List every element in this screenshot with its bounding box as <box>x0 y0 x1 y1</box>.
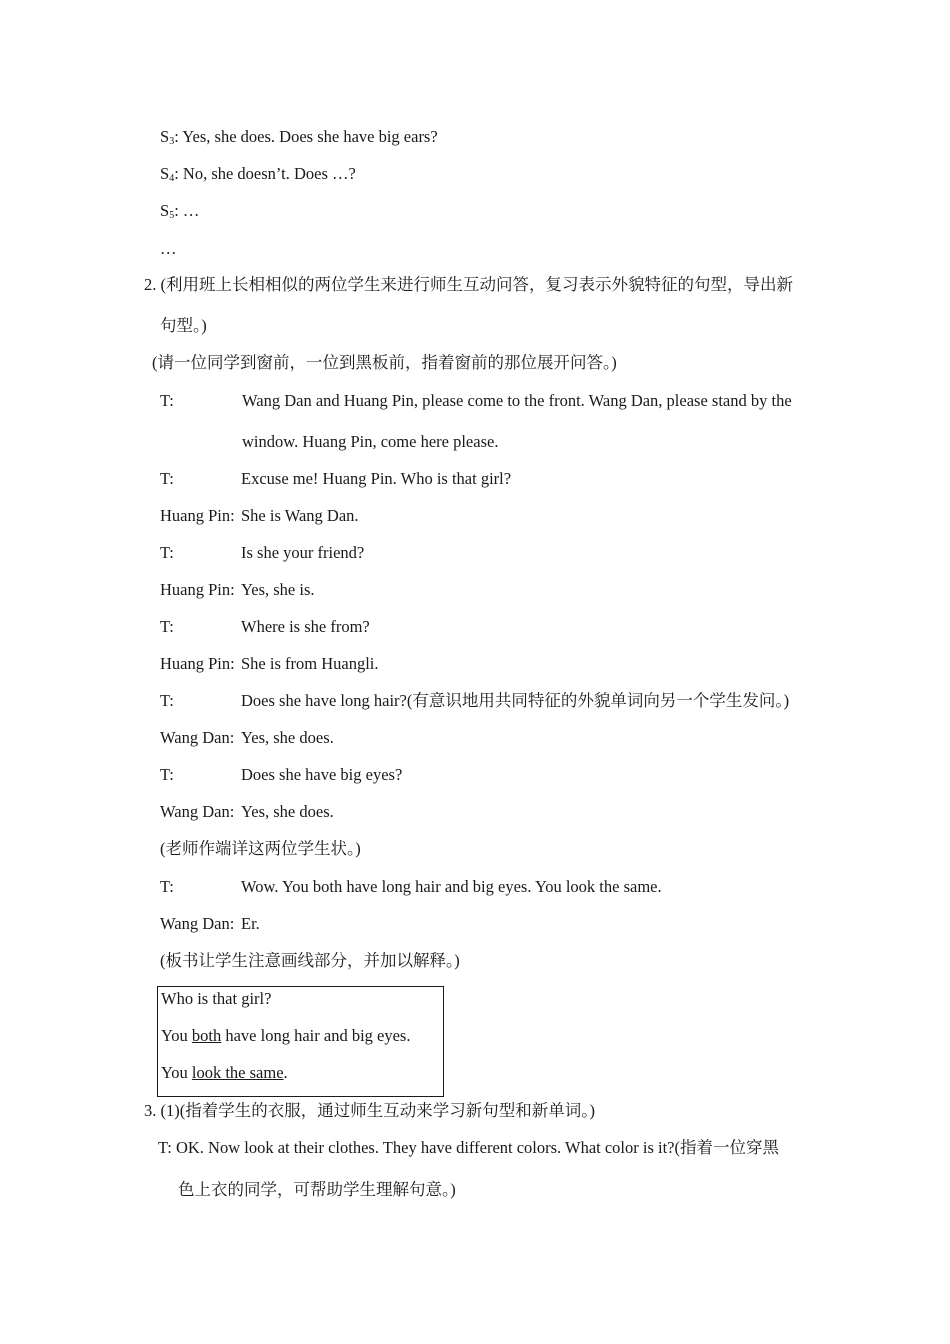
dialogue-text: Wow. You both have long hair and big eyes. You look the same. <box>241 877 662 896</box>
speaker: S <box>160 201 170 220</box>
dialogue-text-cont: window. Huang Pin, come here please. <box>242 432 499 451</box>
speaker-label: Huang Pin: <box>160 654 235 673</box>
item2-line1: 2. (利用班上长相相似的两位学生来进行师生互动问答，复习表示外貌特征的句型，导出新 <box>144 275 793 294</box>
dialogue-text: Wang Dan and Huang Pin, please come to the front. Wang Dan, please stand by the <box>242 391 792 410</box>
dialogue-text: Excuse me! Huang Pin. Who is that girl? <box>241 469 512 488</box>
dialogue-text: Where is she from? <box>241 617 370 636</box>
speaker-label: Wang Dan: <box>160 914 235 933</box>
dialogue-text: Yes, she does. <box>241 728 334 747</box>
dialogue-text: Is she your friend? <box>241 543 365 562</box>
item3-line1: 3. (1)(指着学生的衣服，通过师生互动来学习新句型和新单词。) <box>144 1101 595 1120</box>
speaker-sub: 3 <box>169 136 175 147</box>
board-line-1: Who is that girl? <box>161 989 272 1008</box>
speaker: S <box>160 164 170 183</box>
board-text: You <box>161 1026 192 1045</box>
item2-line2: 句型。) <box>160 316 207 335</box>
stage-note: (板书让学生注意画线部分，并加以解释。) <box>160 951 460 970</box>
board-line-3 <box>161 1063 288 1083</box>
line-s5 <box>160 201 199 221</box>
speaker-label: Wang Dan: <box>160 802 235 821</box>
speaker-label: Wang Dan: <box>160 728 235 747</box>
line-text: : … <box>174 201 200 220</box>
board-text: have long hair and big eyes. <box>221 1026 411 1045</box>
stage-note: (老师作端详这两位学生状。) <box>160 839 361 858</box>
speaker-label: Huang Pin: <box>160 506 235 525</box>
board-text: You <box>161 1063 192 1082</box>
speaker-label: T: <box>160 691 174 710</box>
speaker-label: T: <box>160 877 174 896</box>
item3-line2: T: OK. Now look at their clothes. They have different colors. What color is it?(指着一位穿黑 <box>158 1138 779 1157</box>
item2-note: (请一位同学到窗前，一位到黑板前，指着窗前的那位展开问答。) <box>152 353 617 372</box>
speaker-label: T: <box>160 617 174 636</box>
speaker-label: Huang Pin: <box>160 580 235 599</box>
dialogue-text: She is Wang Dan. <box>241 506 359 525</box>
line-text: : Yes, she does. Does she have big ears? <box>174 127 438 146</box>
ellipsis-line: … <box>160 239 177 258</box>
item3-line3: 色上衣的同学，可帮助学生理解句意。) <box>178 1180 456 1199</box>
dialogue-text: Er. <box>241 914 260 933</box>
speaker-label: T: <box>160 543 174 562</box>
speaker-label: T: <box>160 469 174 488</box>
speaker-sub: 4 <box>169 173 175 184</box>
dialogue-text: Yes, she is. <box>241 580 315 599</box>
dialogue-text: Does she have long hair?(有意识地用共同特征的外貌单词向另一个学生发问。) <box>241 691 790 710</box>
speaker-label: T: <box>160 765 174 784</box>
line-s3 <box>160 127 438 147</box>
speaker: S <box>160 127 170 146</box>
board-line-2 <box>161 1026 410 1046</box>
underlined-word: both <box>191 1026 222 1045</box>
board-text: . <box>283 1063 288 1082</box>
dialogue-text: Does she have big eyes? <box>241 765 403 784</box>
line-text: : No, she doesn’t. Does …? <box>174 164 356 183</box>
dialogue-text: She is from Huangli. <box>241 654 379 673</box>
underlined-phrase: look the same <box>191 1063 284 1082</box>
line-s4 <box>160 164 356 184</box>
speaker-label: T: <box>160 391 174 410</box>
speaker-sub: 5 <box>169 210 175 221</box>
dialogue-text: Yes, she does. <box>241 802 334 821</box>
